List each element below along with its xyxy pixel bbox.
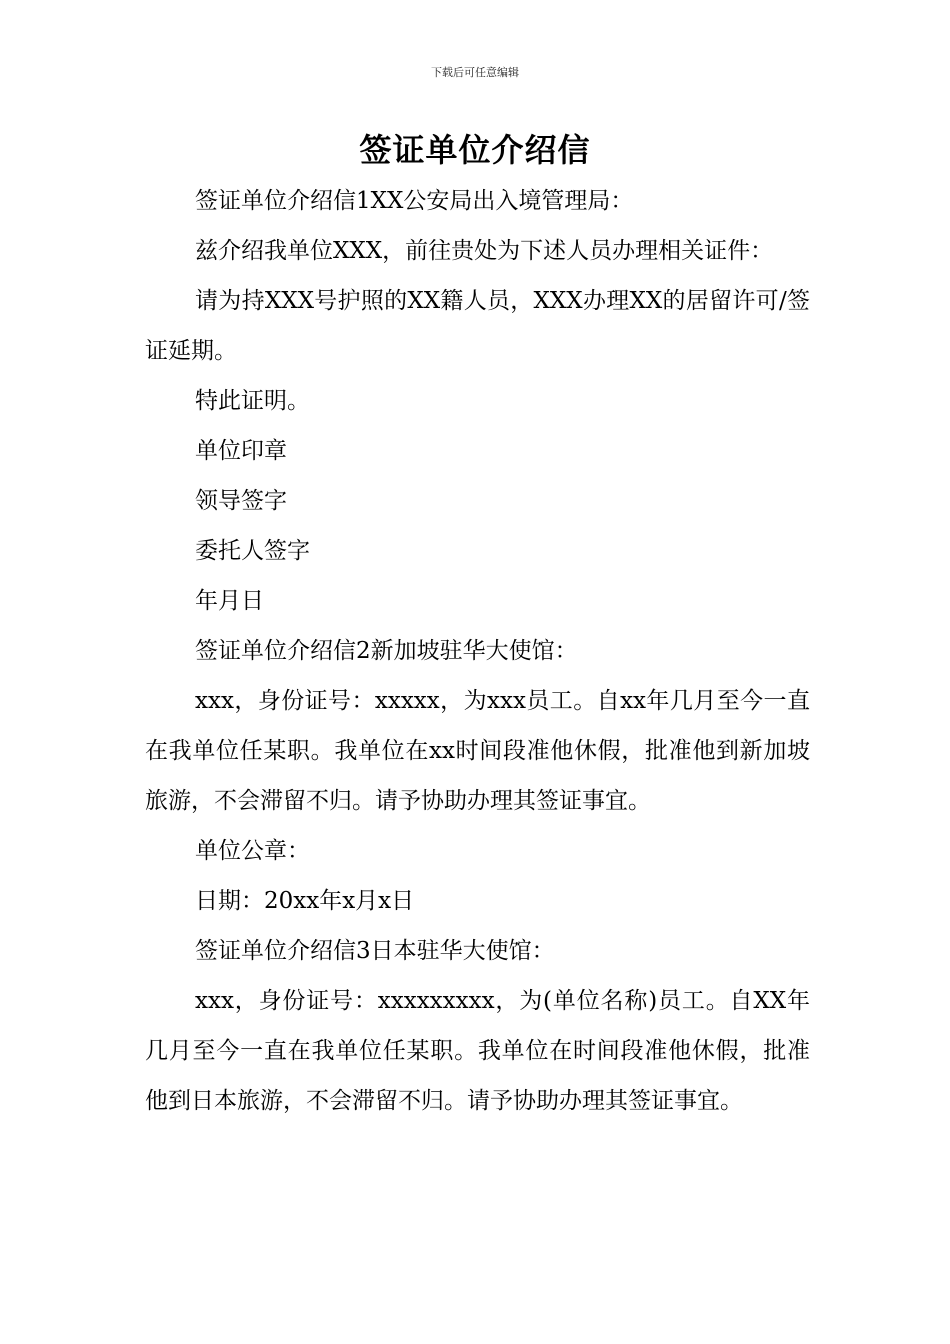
paragraph-letter2-date: 日期：20xx年x月x日: [195, 888, 415, 914]
paragraph-letter3-body: xxx，身份证号：xxxxxxxxx，为(单位名称)员工。自XX年几月至今一直在我单位任某职。我单位在时间段准他休假，批准他到日本旅游，不会滞留不归。请予协助办理其签证事宜。: [145, 988, 810, 1114]
paragraph-introduction: 兹介绍我单位XXX，前往贵处为下述人员办理相关证件：: [195, 238, 774, 264]
paragraph-unit-official-seal: 单位公章：: [195, 838, 310, 864]
paragraph-leader-signature: 领导签字: [195, 488, 287, 514]
paragraph-letter3-heading: 签证单位介绍信3日本驻华大使馆：: [195, 938, 555, 964]
paragraph-letter2-body: xxx，身份证号：xxxxx，为xxx员工。自xx年几月至今一直在我单位任某职。我单位在xx时间段准他休假，批准他到新加坡旅游，不会滞留不归。请予协助办理其签证事宜。: [145, 688, 810, 814]
document-title: 签证单位介绍信: [359, 131, 591, 169]
paragraph-letter2-heading: 签证单位介绍信2新加坡驻华大使馆：: [195, 638, 578, 664]
paragraph-request: 请为持XXX号护照的XX籍人员，XXX办理XX的居留许可/签证延期。: [145, 288, 810, 364]
paragraph-certify: 特此证明。: [195, 388, 310, 414]
document-body: [145, 176, 810, 1126]
header-note: 下载后可任意编辑: [431, 66, 519, 79]
paragraph-delegate-signature: 委托人签字: [195, 538, 310, 564]
paragraph-unit-seal: 单位印章: [195, 438, 287, 464]
paragraph-date-placeholder: 年月日: [195, 588, 264, 614]
paragraph-letter1-heading: 签证单位介绍信1XX公安局出入境管理局：: [195, 188, 634, 214]
